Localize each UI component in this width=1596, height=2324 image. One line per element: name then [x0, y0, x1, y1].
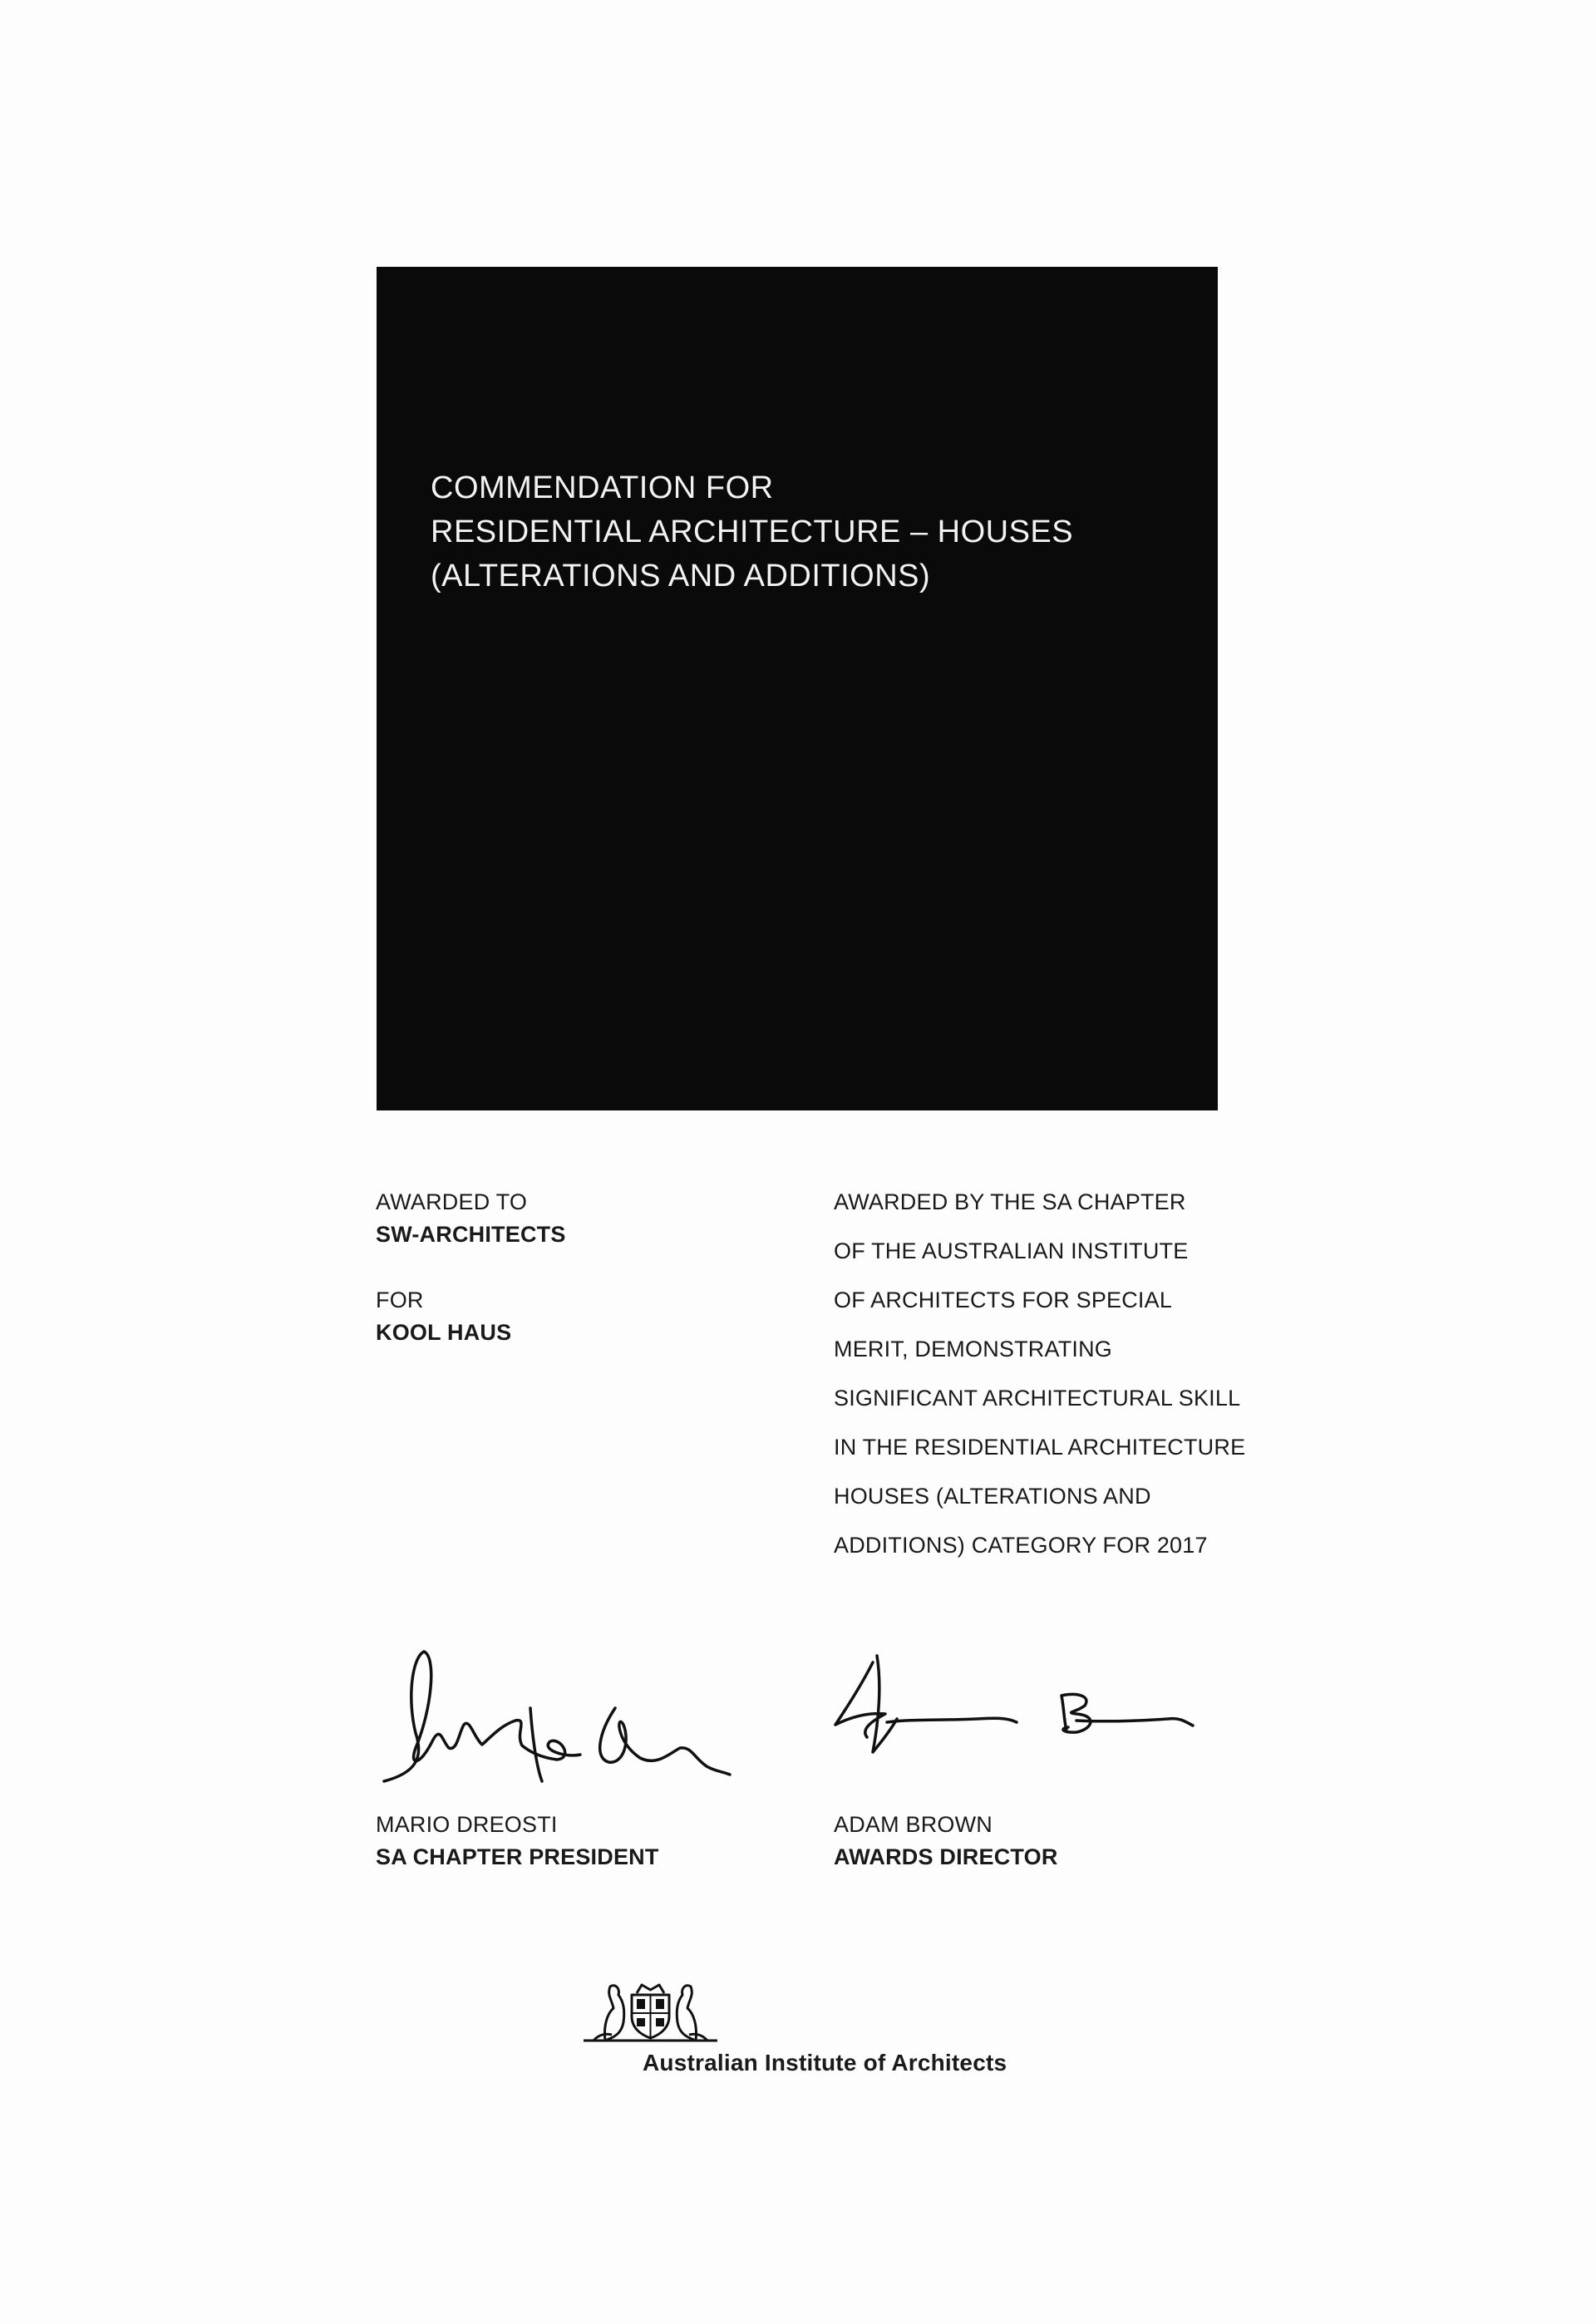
citation-line: AWARDED BY THE SA CHAPTER [834, 1189, 1186, 1214]
organization-name: Australian Institute of Architects [643, 2050, 1007, 2075]
citation-line: HOUSES (ALTERATIONS AND [834, 1484, 1151, 1509]
citation-line: OF THE AUSTRALIAN INSTITUTE [834, 1238, 1189, 1263]
citation-line: IN THE RESIDENTIAL ARCHITECTURE [834, 1435, 1246, 1460]
signatory-role: AWARDS DIRECTOR [834, 1844, 1058, 1869]
award-title-line: (ALTERATIONS AND ADDITIONS) [431, 559, 931, 593]
citation-line: MERIT, DEMONSTRATING [834, 1337, 1113, 1361]
signature-adam-brown [827, 1646, 1243, 1762]
signatory-name: MARIO DREOSTI [376, 1812, 558, 1837]
award-title-line: RESIDENTIAL ARCHITECTURE – HOUSES [431, 515, 1074, 549]
awarded-to-label: AWARDED TO [376, 1189, 528, 1214]
award-title [431, 466, 1073, 598]
award-title-line: COMMENDATION FOR [431, 470, 774, 505]
for-label: FOR [376, 1288, 424, 1312]
citation-line: OF ARCHITECTS FOR SPECIAL [834, 1288, 1173, 1312]
title-panel [377, 267, 1218, 1110]
signature-mario-dreosti [366, 1642, 740, 1791]
citation-line: SIGNIFICANT ARCHITECTURAL SKILL [834, 1386, 1241, 1411]
signatory-role: SA CHAPTER PRESIDENT [376, 1844, 659, 1869]
recipient-name: SW-ARCHITECTS [376, 1222, 566, 1247]
citation-line: ADDITIONS) CATEGORY FOR 2017 [834, 1533, 1208, 1558]
project-name: KOOL HAUS [376, 1320, 512, 1345]
signatory-name: ADAM BROWN [834, 1812, 993, 1837]
institute-crest-icon [582, 1977, 719, 2045]
